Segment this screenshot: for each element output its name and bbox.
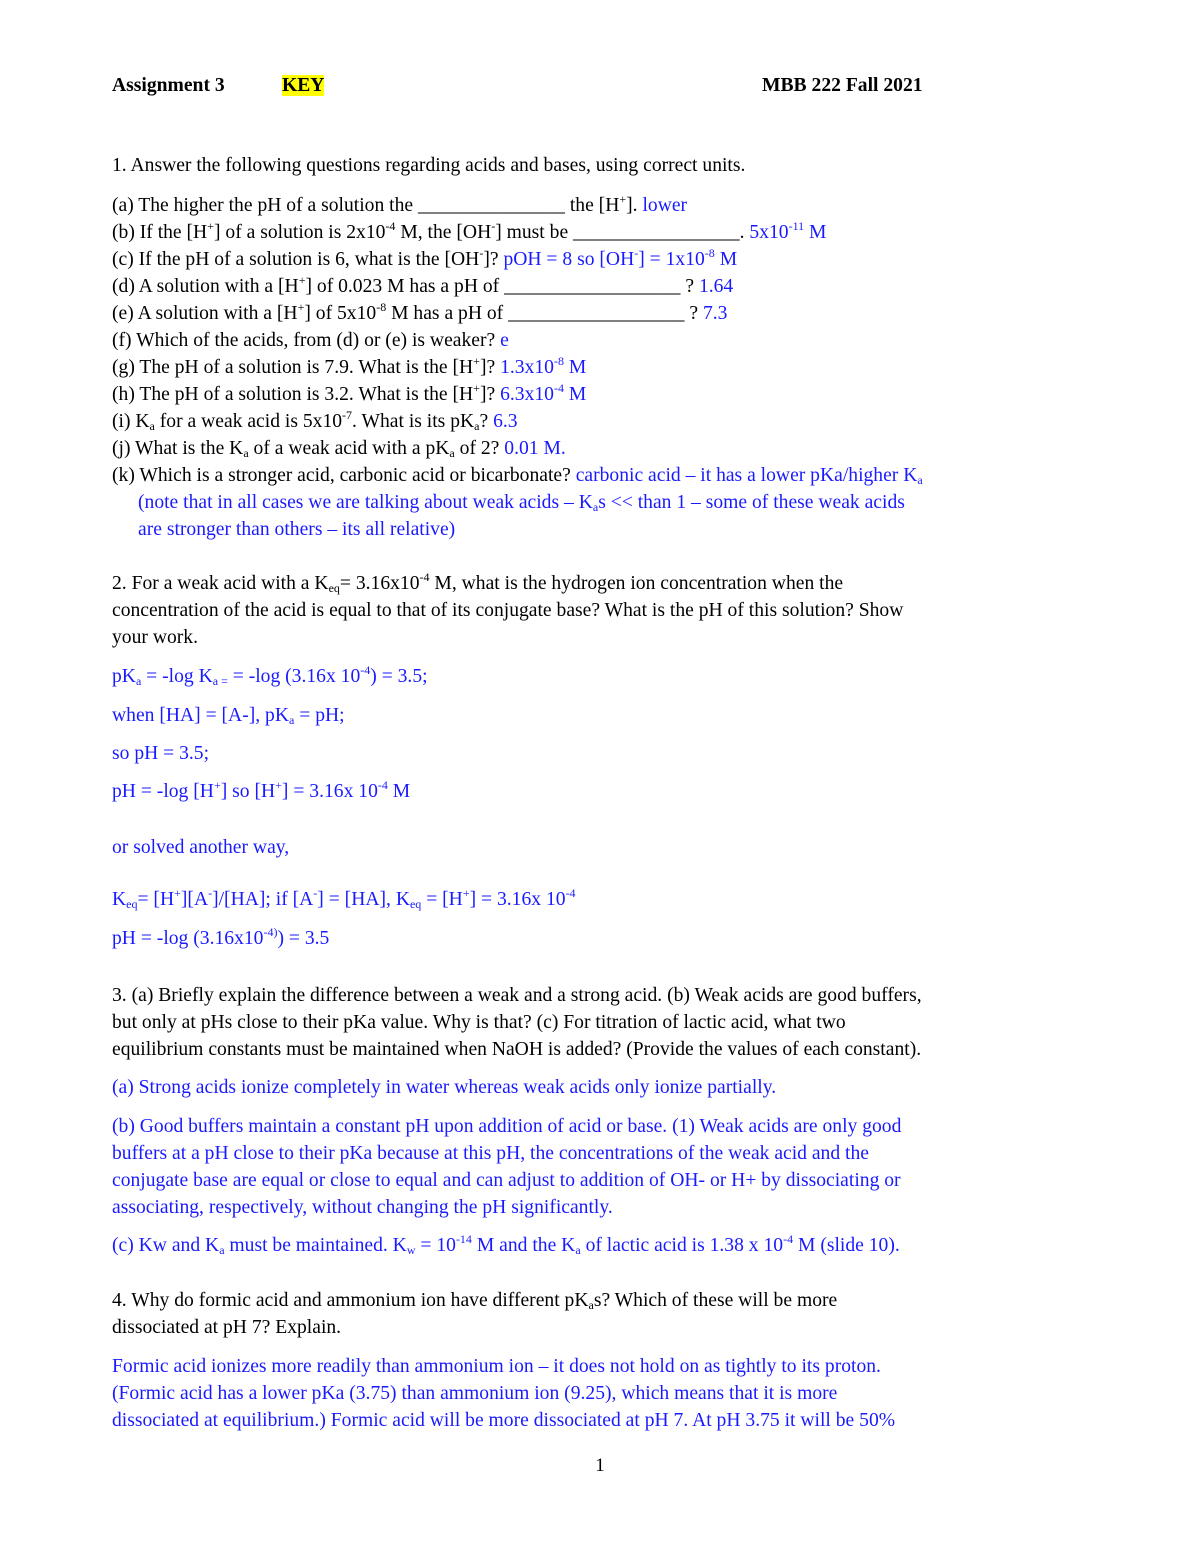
q3-prompt-2: but only at pHs close to their pKa value. Why is that? (c) For titration of lactic acid, what two xyxy=(112,1012,846,1033)
q1-e: (e) A solution with a [H+] of $5x10^{-8}$ M has a pH of __________________ ? 7.3 xyxy=(112,300,728,324)
q1-g: (g) The pH of a solution is 7.9. What is the [H+]? $1.3x10^{-8}$ M xyxy=(112,354,587,378)
q2-solution-1: $pK_a = -\log$ $K_{a =} = -\log$ (3.16x $10^{-4}) = 3.5$; xyxy=(112,663,428,688)
q3-answer-b-1: (b) Good buffers maintain a constant pH upon addition of acid or base. (1) Weak acids are only good xyxy=(112,1116,902,1137)
header-assignment: Assignment 3 xyxy=(112,75,225,96)
q4-answer-1: Formic acid ionizes more readily than ammonium ion – it does not hold on as tightly to its proton. xyxy=(112,1356,881,1377)
q1-j: (j) What is the $K_a$ of a weak acid with a $pK_a$ of 2? 0.01 M. xyxy=(112,438,566,460)
q2-solution-5: or solved another way, xyxy=(112,837,290,858)
q1-prompt: 1. Answer the following questions regarding acids and bases, using correct units. xyxy=(112,155,746,176)
q2-prompt-2: concentration of the acid is equal to that of its conjugate base? What is the pH of this solution? Show xyxy=(112,600,904,621)
header-key: KEY xyxy=(282,75,325,96)
q1-c: (c) If the pH of a solution is 6, what is the [OH-]? pOH = 8 so $[OH^-] = 1x10^{-8}$ M xyxy=(112,246,738,270)
q1-a: (a) The higher the pH of a solution the _______________ the [H+]. lower xyxy=(112,192,688,216)
q3-answer-b-3: conjugate base are equal or close to equal and can adjust to addition of OH- or H+ by dissociating or xyxy=(112,1170,901,1191)
q1-k-note-1: (note that in all cases we are talking about weak acids – $K_as$ << than 1 – some of these weak acids xyxy=(138,492,905,514)
q2-solution-6: $K_{eq}= [H^+][A^-]/[HA]$; if [A-] = [HA], $K_{eq} = [H^+] = 3.16x$ $10^{-4}$ xyxy=(112,886,576,911)
q3-answer-b-4: associating, respectively, without changing the pH significantly. xyxy=(112,1197,613,1218)
q2-solution-7: pH = -log $(3.16x10^{-4)}) = 3.5$ xyxy=(112,925,330,949)
q4-answer-3: dissociated at equilibrium.) Formic acid will be more dissociated at pH 7. At pH 3.75 it will be 50% xyxy=(112,1410,896,1431)
q1-k: (k) Which is a stronger acid, carbonic acid or bicarbonate? carbonic acid – it has a lower pKa/higher $K_a$ xyxy=(112,465,923,487)
q4-prompt-1: 4. Why do formic acid and ammonium ion have different $pK_as$? Which of these will be more xyxy=(112,1290,838,1312)
q2-solution-3: so pH = 3.5; xyxy=(112,743,210,764)
q3-prompt-1: 3. (a) Briefly explain the difference between a weak and a strong acid. (b) Weak acids are good buffers, xyxy=(112,985,922,1006)
q2-solution-2: when [HA] = [A-], $pK_a$ = pH; xyxy=(112,705,345,727)
q1-d: (d) A solution with a [H+] of 0.023 M has a pH of __________________ ? 1.64 xyxy=(112,273,734,297)
q4-prompt-2: dissociated at pH 7? Explain. xyxy=(112,1317,342,1338)
q3-answer-b-2: buffers at a pH close to their pKa because at this pH, the concentrations of the weak acid and the xyxy=(112,1143,869,1164)
q2-prompt-1: 2. For a weak acid with a $K_{eq}= 3.16x10^{-4}$ M, what is the hydrogen ion concentration when the xyxy=(112,570,844,595)
q3-answer-a: (a) Strong acids ionize completely in water whereas weak acids only ionize partially. xyxy=(112,1077,777,1098)
q1-k-note-2: are stronger than others – its all relative) xyxy=(138,519,456,540)
q2-solution-4: pH = -log [H+] so [H+] = 3.16x $10^{-4}$ M xyxy=(112,778,411,802)
q1-f: (f) Which of the acids, from (d) or (e) is weaker? e xyxy=(112,330,509,351)
header-course: MBB 222 Fall 2021 xyxy=(762,75,923,96)
page-number: 1 xyxy=(595,1455,605,1476)
q3-answer-c: (c) Kw and $K_a$ must be maintained. $K_w = 10^{-14}$ M and the $K_a$ of lactic acid is 1.38 x $10^{-4}$ M (slide 10). xyxy=(112,1232,900,1257)
q2-prompt-3: your work. xyxy=(112,627,198,648)
q1-i: (i) $K_a$ for a weak acid is $5x10^{-7}$. What is its $pK_a$? 6.3 xyxy=(112,408,518,433)
q4-answer-2: (Formic acid has a lower pKa (3.75) than ammonium ion (9.25), which means that it is more xyxy=(112,1383,838,1404)
q3-prompt-3: equilibrium constants must be maintained when NaOH is added? (Provide the values of each constant). xyxy=(112,1039,922,1060)
q1-b: (b) If the [H+] of a solution is $2x10^{-4}$ M, the [OH-] must be _________________. $5x10^{-11}$ M xyxy=(112,219,827,243)
q1-h: (h) The pH of a solution is 3.2. What is the [H+]? $6.3x10^{-4}$ M xyxy=(112,381,587,405)
